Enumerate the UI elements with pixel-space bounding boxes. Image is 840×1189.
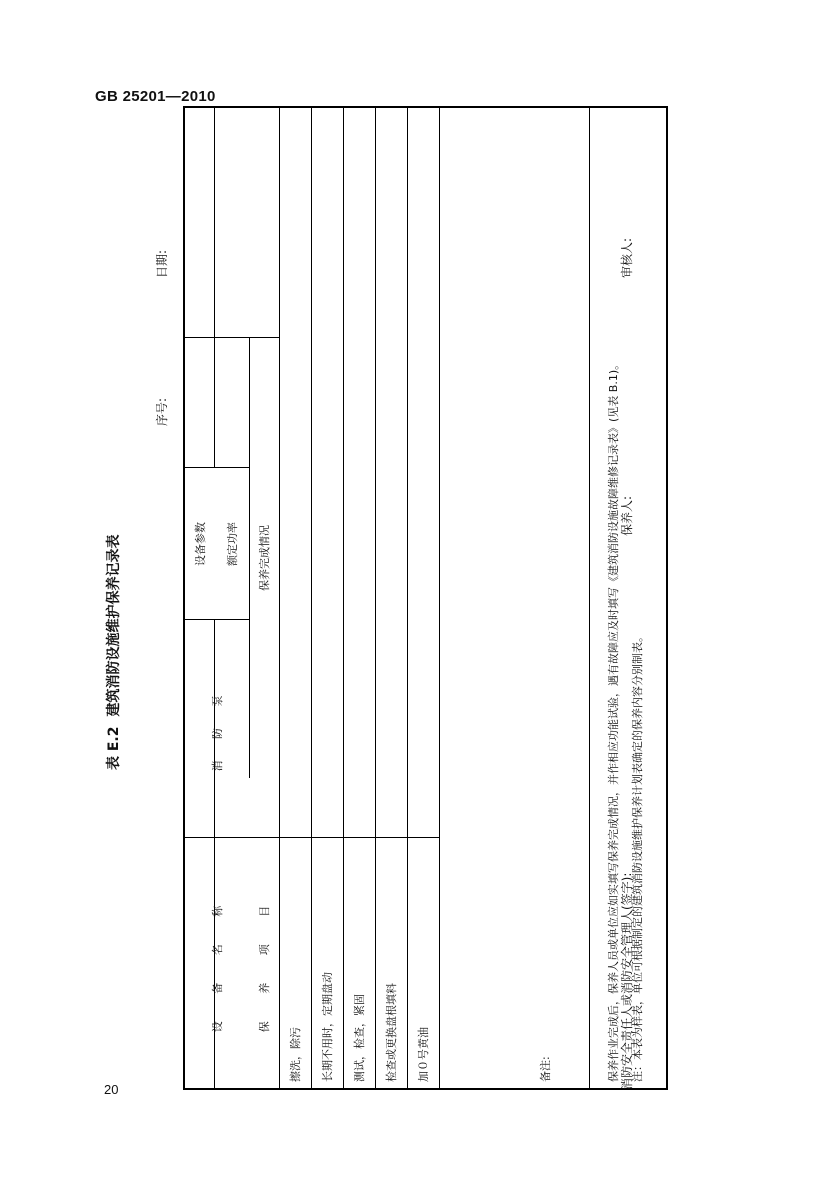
item-label: 保 养 项 目 bbox=[258, 893, 271, 1033]
item-name: 擦洗，除污 bbox=[289, 1027, 302, 1082]
device-name-label: 设 备 名 称 bbox=[211, 893, 224, 1033]
device-value: 消 防 泵 bbox=[211, 686, 224, 772]
page-number: 20 bbox=[104, 1082, 119, 1097]
item-name: 长期不用时，定期盘动 bbox=[321, 972, 334, 1082]
table-number: 表 E.2 bbox=[106, 726, 122, 770]
item-name: 检查或更换盘根填料 bbox=[385, 983, 398, 1082]
sign-manager: 消防安全责任人或消防安全管理人(签字): bbox=[620, 872, 634, 1090]
item-name: 测试，检查，紧固 bbox=[353, 994, 366, 1082]
sign-reviewer: 审核人: bbox=[620, 237, 634, 278]
sign-maintainer: 保养人: bbox=[620, 495, 634, 536]
date-label: 日期: bbox=[155, 249, 169, 278]
rotated-form bbox=[100, 66, 700, 1130]
note-2: 注：本表为样表，单位可根据制定的建筑消防设施维护保养计划表确定的保养内容分别制表。 bbox=[631, 631, 644, 1082]
form-title bbox=[107, 535, 121, 771]
table-title: 建筑消防设施维护保养记录表 bbox=[106, 534, 122, 717]
serial-label: 序号: bbox=[155, 397, 169, 426]
rated-power-label: 额定功率 bbox=[225, 522, 239, 566]
standard-number: GB 25201—2010 bbox=[95, 88, 216, 105]
table-row bbox=[375, 838, 407, 1088]
remarks-label: 备注: bbox=[539, 1056, 552, 1082]
table-row bbox=[343, 838, 375, 1088]
item-name: 加０号黄油 bbox=[417, 1027, 430, 1082]
table-row bbox=[279, 838, 311, 1088]
table-row bbox=[311, 838, 343, 1088]
note-1: 保养作业完成后，保养人员或单位应如实填写保养完成情况，并作相应功能试验，遇有故障应及时填写《建筑消防设施故障维修记录表》(见表 B.1)。 bbox=[607, 358, 620, 1082]
status-label: 保养完成情况 bbox=[258, 525, 271, 591]
params-label: 设备参数 bbox=[193, 522, 207, 566]
maintenance-table bbox=[183, 106, 668, 1090]
table-row bbox=[407, 838, 439, 1088]
